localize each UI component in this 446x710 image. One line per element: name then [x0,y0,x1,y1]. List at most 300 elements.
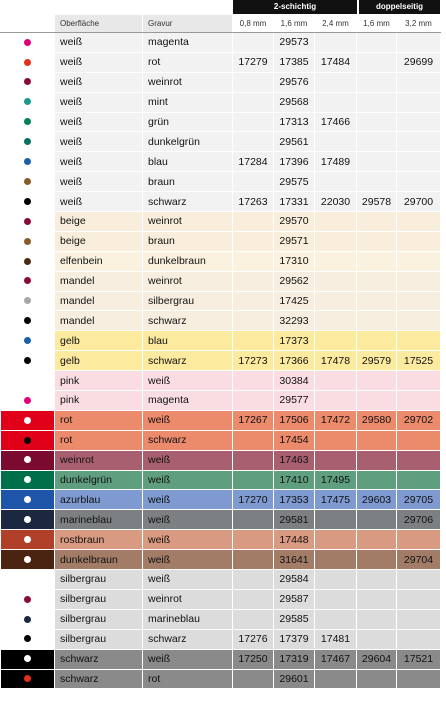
article-number-cell [357,510,397,530]
swatch-cell [1,490,55,510]
article-number-cell: 17313 [274,112,315,132]
color-dot-icon [24,118,31,125]
table-row [1,331,441,351]
swatch-cell [1,331,55,351]
table-row [1,251,441,271]
article-number-cell [397,251,441,271]
article-number-cell [397,530,441,550]
article-number-cell: 29573 [274,33,315,53]
article-number-cell [357,669,397,689]
article-number-cell: 29604 [357,649,397,669]
article-number-cell [315,510,357,530]
article-number-cell: 29699 [397,52,441,72]
article-number-cell [315,430,357,450]
table-row [1,33,441,53]
article-number-cell [357,629,397,649]
swatch-cell [1,371,55,391]
color-dot-icon [24,536,31,543]
article-number-cell: 17475 [315,490,357,510]
color-dot-icon [24,178,31,185]
swatch-cell [1,589,55,609]
article-number-cell: 29587 [274,589,315,609]
article-number-cell [315,271,357,291]
article-number-cell [397,291,441,311]
engraving-cell: schwarz [143,430,233,450]
surface-cell: rot [55,430,143,450]
article-number-cell: 32293 [274,311,315,331]
color-dot-icon [24,576,31,583]
surface-cell: beige [55,231,143,251]
color-dot-icon [24,456,31,463]
table-row [1,609,441,629]
article-number-cell [315,450,357,470]
table-row [1,351,441,371]
table-row [1,311,441,331]
swatch-cell [1,231,55,251]
article-number-cell [357,172,397,192]
surface-cell: silbergrau [55,589,143,609]
surface-cell: mandel [55,271,143,291]
engraving-cell: magenta [143,391,233,411]
table-row [1,649,441,669]
article-number-cell [315,231,357,251]
surface-cell: dunkelgrün [55,470,143,490]
article-number-cell [357,33,397,53]
article-number-cell [233,570,274,590]
article-number-cell: 17467 [315,649,357,669]
color-dot-icon [24,238,31,245]
article-number-cell [315,212,357,232]
article-number-cell [357,132,397,152]
table-row [1,550,441,570]
engraving-cell: weiß [143,649,233,669]
article-number-cell [397,629,441,649]
article-number-cell: 29580 [357,410,397,430]
article-number-cell [357,391,397,411]
surface-cell: weiß [55,192,143,212]
surface-cell: weiß [55,152,143,172]
article-number-cell [233,391,274,411]
column-header-row [1,15,441,33]
swatch-cell [1,271,55,291]
article-number-cell: 17267 [233,410,274,430]
engraving-cell: weiß [143,410,233,430]
article-number-cell [233,212,274,232]
surface-cell: weiß [55,132,143,152]
article-number-cell [233,72,274,92]
engraving-cell: weiß [143,530,233,550]
article-number-cell: 31641 [274,550,315,570]
article-number-cell [233,33,274,53]
article-number-cell [233,172,274,192]
article-number-cell: 29603 [357,490,397,510]
table-row [1,192,441,212]
article-number-cell [315,311,357,331]
article-number-cell [233,291,274,311]
surface-cell: elfenbein [55,251,143,271]
header-oberflaeche: Oberfläche [55,15,143,33]
article-number-cell: 29571 [274,231,315,251]
article-number-cell: 17276 [233,629,274,649]
surface-cell: weinrot [55,450,143,470]
surface-cell: silbergrau [55,570,143,590]
article-number-cell [315,72,357,92]
article-number-cell [357,291,397,311]
article-number-cell [357,331,397,351]
color-dot-icon [24,377,31,384]
surface-cell: gelb [55,351,143,371]
article-number-cell [357,271,397,291]
engraving-cell: weiß [143,510,233,530]
article-number-cell [315,550,357,570]
swatch-cell [1,609,55,629]
swatch-cell [1,72,55,92]
swatch-cell [1,669,55,689]
engraving-cell: blau [143,331,233,351]
swatch-cell [1,152,55,172]
surface-cell: schwarz [55,649,143,669]
article-number-cell [233,132,274,152]
surface-cell: weiß [55,72,143,92]
article-number-cell: 29581 [274,510,315,530]
swatch-cell [1,92,55,112]
engraving-cell: dunkelbraun [143,251,233,271]
surface-cell: weiß [55,172,143,192]
article-number-cell: 17250 [233,649,274,669]
table-row [1,112,441,132]
article-number-cell: 17373 [274,331,315,351]
article-number-cell: 29561 [274,132,315,152]
article-number-cell [397,311,441,331]
header-0-8mm: 0,8 mm [233,15,274,33]
article-number-cell [233,430,274,450]
color-dot-icon [24,317,31,324]
article-number-cell: 29577 [274,391,315,411]
engraving-cell: marineblau [143,609,233,629]
swatch-cell [1,550,55,570]
article-number-cell [233,589,274,609]
surface-cell: weiß [55,52,143,72]
article-number-cell [315,92,357,112]
article-number-cell [233,331,274,351]
header-gravur: Gravur [143,15,233,33]
article-number-cell [397,609,441,629]
article-number-cell: 17506 [274,410,315,430]
color-dot-icon [24,297,31,304]
article-number-cell [397,391,441,411]
article-number-cell: 30384 [274,371,315,391]
article-number-cell: 17385 [274,52,315,72]
article-number-cell [315,391,357,411]
swatch-cell [1,450,55,470]
article-number-cell: 29578 [357,192,397,212]
article-number-cell [315,291,357,311]
swatch-cell [1,351,55,371]
engraving-cell: weiß [143,490,233,510]
article-number-cell [357,450,397,470]
swatch-cell [1,410,55,430]
engraving-cell: rot [143,52,233,72]
surface-cell: rot [55,410,143,430]
header-1-6mm: 1,6 mm [274,15,315,33]
engraving-cell: weiß [143,371,233,391]
table-row [1,669,441,689]
article-number-cell [357,430,397,450]
article-number-cell [357,589,397,609]
table-row [1,430,441,450]
table-row [1,530,441,550]
article-number-cell [397,450,441,470]
engraving-cell: weinrot [143,212,233,232]
article-number-cell: 17279 [233,52,274,72]
engraving-cell: dunkelgrün [143,132,233,152]
swatch-cell [1,52,55,72]
article-number-cell [397,589,441,609]
article-number-cell [397,669,441,689]
article-number-cell: 17466 [315,112,357,132]
table-row [1,450,441,470]
article-number-cell [233,530,274,550]
color-dot-icon [24,357,31,364]
surface-cell: silbergrau [55,609,143,629]
swatch-cell [1,649,55,669]
top-header [0,0,446,14]
color-dot-icon [24,596,31,603]
article-number-cell: 17463 [274,450,315,470]
engraving-cell: weiß [143,470,233,490]
color-dot-icon [24,98,31,105]
article-number-cell: 29575 [274,172,315,192]
article-number-cell [357,112,397,132]
surface-cell: rostbraun [55,530,143,550]
swatch-cell [1,132,55,152]
surface-cell: beige [55,212,143,232]
article-number-cell: 17521 [397,649,441,669]
table-row [1,271,441,291]
color-table [0,14,441,689]
article-number-cell [397,231,441,251]
article-number-cell [315,172,357,192]
color-dot-icon [24,556,31,563]
article-number-cell: 17472 [315,410,357,430]
article-number-cell: 29706 [397,510,441,530]
engraving-cell: schwarz [143,311,233,331]
article-number-cell: 17448 [274,530,315,550]
table-row [1,212,441,232]
swatch-cell [1,251,55,271]
article-number-cell [397,212,441,232]
article-number-cell [233,271,274,291]
article-number-cell: 17331 [274,192,315,212]
color-dot-icon [24,516,31,523]
article-number-cell [397,430,441,450]
article-number-cell: 29704 [397,550,441,570]
article-number-cell [357,371,397,391]
color-dot-icon [24,397,31,404]
article-number-cell: 17366 [274,351,315,371]
swatch-cell [1,629,55,649]
article-number-cell [233,450,274,470]
swatch-cell [1,172,55,192]
article-number-cell [357,609,397,629]
article-number-cell: 29579 [357,351,397,371]
article-number-cell [233,311,274,331]
article-number-cell: 29585 [274,609,315,629]
header-2-schichtig: 2-schichtig [233,0,357,14]
article-number-cell [397,271,441,291]
article-number-cell: 17410 [274,470,315,490]
color-dot-icon [24,337,31,344]
color-dot-icon [24,496,31,503]
engraving-cell: grün [143,112,233,132]
swatch-cell [1,112,55,132]
table-row [1,470,441,490]
swatch-cell [1,33,55,53]
article-number-cell: 17495 [315,470,357,490]
table-row [1,410,441,430]
color-dot-icon [24,277,31,284]
surface-cell: schwarz [55,669,143,689]
table-row [1,231,441,251]
engraving-cell: weiß [143,550,233,570]
article-number-cell [233,550,274,570]
surface-cell: gelb [55,331,143,351]
table-row [1,589,441,609]
article-number-cell [357,550,397,570]
swatch-cell [1,430,55,450]
engraving-cell: rot [143,669,233,689]
article-number-cell [397,331,441,351]
table-row [1,132,441,152]
table-row [1,52,441,72]
surface-cell: weiß [55,92,143,112]
article-number-cell [397,33,441,53]
article-number-cell: 17273 [233,351,274,371]
article-number-cell [315,132,357,152]
surface-cell: silbergrau [55,629,143,649]
article-number-cell [233,669,274,689]
table-row [1,72,441,92]
article-number-cell [315,331,357,351]
header-2-4mm: 2,4 mm [315,15,357,33]
article-number-cell [397,132,441,152]
article-number-cell [397,152,441,172]
engraving-cell: weinrot [143,271,233,291]
article-number-cell: 29562 [274,271,315,291]
article-number-cell: 17319 [274,649,315,669]
color-dot-icon [24,158,31,165]
article-number-cell: 29570 [274,212,315,232]
article-number-cell: 29601 [274,669,315,689]
article-number-cell [233,112,274,132]
article-number-cell: 17353 [274,490,315,510]
article-number-cell [357,570,397,590]
color-dot-icon [24,616,31,623]
article-number-cell: 29705 [397,490,441,510]
header-d-1-6mm: 1,6 mm [357,15,397,33]
article-number-cell [397,470,441,490]
article-number-cell [357,530,397,550]
article-number-cell: 17484 [315,52,357,72]
swatch-cell [1,510,55,530]
engraving-cell: schwarz [143,192,233,212]
article-number-cell [357,72,397,92]
article-number-cell [233,371,274,391]
article-number-cell: 17425 [274,291,315,311]
article-number-cell [315,251,357,271]
article-number-cell: 17310 [274,251,315,271]
article-number-cell [397,172,441,192]
engraving-cell: weiß [143,450,233,470]
article-number-cell: 17270 [233,490,274,510]
engraving-cell: magenta [143,33,233,53]
article-number-cell [357,311,397,331]
color-dot-icon [24,258,31,265]
article-number-cell: 29702 [397,410,441,430]
article-number-cell [315,33,357,53]
article-number-cell: 29700 [397,192,441,212]
swatch-cell [1,212,55,232]
engraving-cell: mint [143,92,233,112]
article-number-cell [397,570,441,590]
swatch-cell [1,291,55,311]
article-number-cell: 17379 [274,629,315,649]
article-number-cell: 17454 [274,430,315,450]
article-number-cell [357,231,397,251]
header-d-3-2mm: 3,2 mm [397,15,441,33]
table-row [1,291,441,311]
color-dot-icon [24,198,31,205]
color-dot-icon [24,59,31,66]
engraving-cell: braun [143,172,233,192]
article-number-cell: 29584 [274,570,315,590]
engraving-cell: weinrot [143,72,233,92]
header-doppelseitig: doppelseitig [359,0,440,14]
color-dot-icon [24,78,31,85]
article-number-cell [315,570,357,590]
surface-cell: azurblau [55,490,143,510]
surface-cell: marineblau [55,510,143,530]
article-number-cell: 17525 [397,351,441,371]
table-row [1,371,441,391]
surface-cell: mandel [55,311,143,331]
swatch-cell [1,570,55,590]
article-number-cell [357,212,397,232]
article-number-cell [315,589,357,609]
table-row [1,629,441,649]
color-dot-icon [24,635,31,642]
engraving-cell: silbergrau [143,291,233,311]
article-number-cell [315,609,357,629]
article-number-cell [233,470,274,490]
surface-cell: pink [55,391,143,411]
article-number-cell [233,609,274,629]
article-number-cell [397,92,441,112]
article-number-cell [357,92,397,112]
surface-cell: mandel [55,291,143,311]
article-number-cell [233,251,274,271]
swatch-cell [1,311,55,331]
article-number-cell [315,530,357,550]
table-row [1,570,441,590]
table-row [1,490,441,510]
article-number-cell: 17263 [233,192,274,212]
table-row [1,172,441,192]
engraving-cell: weinrot [143,589,233,609]
color-dot-icon [24,675,31,682]
surface-cell: dunkelbraun [55,550,143,570]
color-dot-icon [24,437,31,444]
